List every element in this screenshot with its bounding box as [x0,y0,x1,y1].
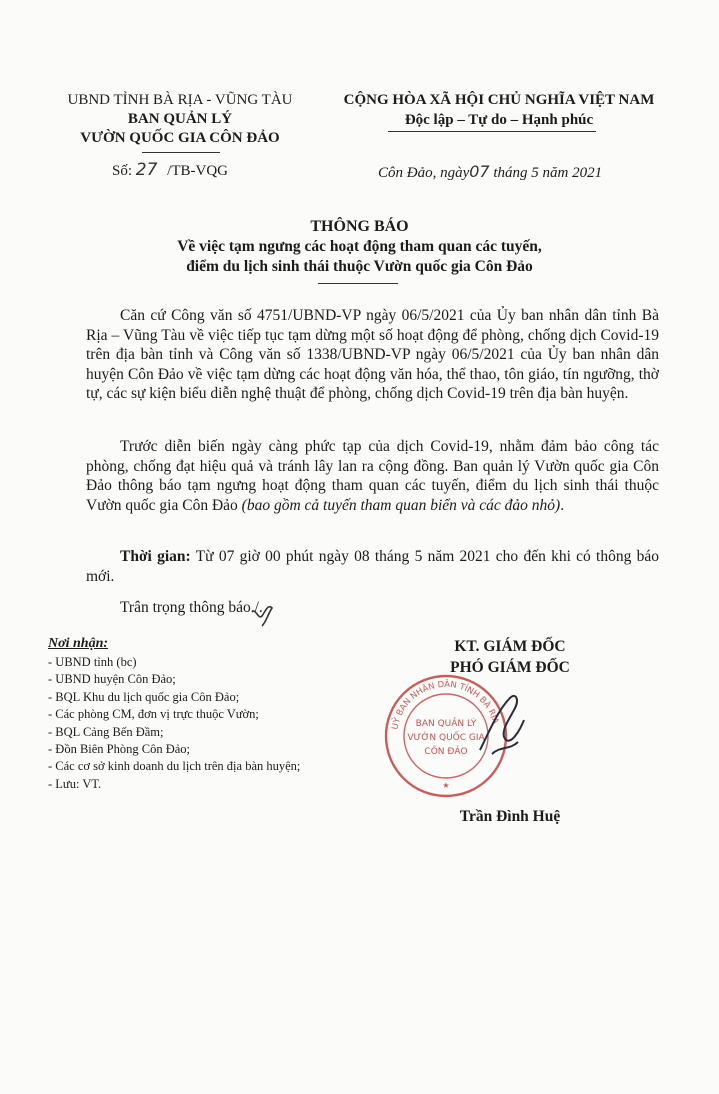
list-item: - Các cơ sở kinh doanh du lịch trên địa bàn huyện; [48,759,301,774]
list-item: - BQL Khu du lịch quốc gia Côn Đảo; [48,689,240,704]
paragraph-time [86,547,659,586]
signer-title-1: KT. GIÁM ĐỐC [454,638,566,655]
announcement-text: Trước diễn biến ngày càng phức tạp của dịch Covid-19, nhằm đảm bảo công tác phòng, chống đạt hiệu quả và tránh lây lan ra cộng đồng. Ban quản lý Vườn quốc gia Côn Đảo thông báo tạm ngưng hoạt động tham quan các tuyến, điểm du lịch sinh thái thuộc Vườn quốc gia Côn Đảo [86,438,659,514]
title-line-1: Về việc tạm ngưng các hoạt động tham quan các tuyến, [177,238,542,255]
date-day: 07 [469,162,490,181]
recipients-label: Nơi nhận: [48,636,109,651]
closing-line: Trân trọng thông báo./. [120,599,263,616]
list-item: - BQL Cảng Bến Đầm; [48,724,164,739]
document-date [378,162,602,182]
svg-text:BAN QUẢN LÝ: BAN QUẢN LÝ [415,719,477,729]
list-item: - UBND huyện Côn Đảo; [48,672,176,687]
province-name: UBND TỈNH BÀ RỊA - VŨNG TÀU [67,92,293,108]
handwritten-signature [470,690,530,762]
paragraph-legal-basis: Căn cứ Công văn số 4751/UBND-VP ngày 06/5/2021 của Ủy ban nhân dân tỉnh Bà Rịa – Vũng Tàu về việc tiếp tục tạm dừng một số hoạt động để phòng, chống dịch Covid-19 trên địa bàn tỉnh và Công văn số 1338/UBND-VP ngày 06/5/2021 của Ủy ban nhân dân huyện Côn Đảo về việc tạm dừng các hoạt động văn hóa, thể thao, tôn giáo, tín ngưỡng, thờ tự, các sự kiện biểu diễn nghệ thuật để phòng, chống dịch Covid-19 trên địa bàn huyện. [86,307,659,403]
svg-text:CÔN ĐẢO: CÔN ĐẢO [424,747,468,757]
announcement-end: . [560,496,565,514]
list-item: - Các phòng CM, đơn vị trực thuộc Vườn; [48,707,259,722]
national-motto: Độc lập – Tự do – Hạnh phúc [404,112,594,128]
list-item: - Đồn Biên Phòng Côn Đảo; [48,742,191,757]
header-right-rule [388,131,596,132]
svg-text:★: ★ [442,781,450,790]
title-line-2: điểm du lịch sinh thái thuộc Vườn quốc gia Côn Đảo [186,258,533,275]
time-label: Thời gian: [120,548,191,565]
document-title: THÔNG BÁO [310,218,409,235]
board-name: BAN QUẢN LÝ [127,111,233,127]
number-prefix: Số: [112,163,133,179]
list-item: - UBND tỉnh (bc) [48,655,137,669]
title-rule [318,283,398,284]
paragraph-announcement [86,437,659,515]
park-name: VƯỜN QUỐC GIA CÔN ĐẢO [80,130,280,146]
signer-title-2: PHÓ GIÁM ĐỐC [450,659,570,676]
header-left-rule [142,152,220,153]
nation-name: CỘNG HÒA XÃ HỘI CHỦ NGHĨA VIỆT NAM [343,92,655,108]
number-suffix: /TB-VQG [167,163,228,179]
date-suffix: tháng 5 năm 2021 [493,165,603,181]
announcement-scope: (bao gồm cả tuyến tham quan biển và các đảo nhỏ) [241,496,561,514]
svg-text:UỶ BAN NHÂN DÂN TỈNH BÀ RỊA: UỶ BAN NHÂN DÂN TỈNH BÀ RỊA [390,679,501,731]
number-value: 27 [135,160,158,180]
time-text: Từ 07 giờ 00 phút ngày 08 tháng 5 năm 2021 cho đến khi có thông báo mới. [86,548,660,585]
date-prefix: Côn Đảo, ngày [378,165,470,181]
document-number [112,160,228,180]
initial-mark-icon [248,598,280,628]
recipients-list [48,654,300,793]
signer-name: Trần Đình Huệ [459,808,561,825]
svg-text:VƯỜN QUỐC GIA: VƯỜN QUỐC GIA [407,733,485,743]
list-item: - Lưu: VT. [48,776,102,791]
